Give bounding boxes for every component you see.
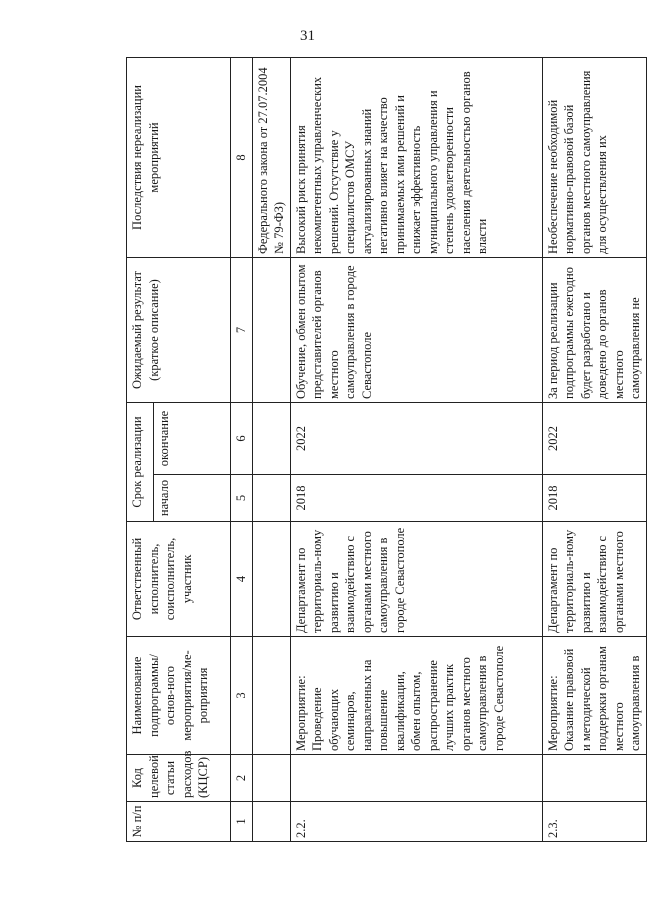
row-name: Мероприятие: Проведение обучающих семинаров, направленных на повышение квалификации, обмен опытом, распространение лучших практик органов местного самоуправления в городе Севастополе (290, 637, 542, 755)
header-code: Код целевой статьи расходов (КЦСР) (127, 755, 231, 802)
rotated-table-container (126, 58, 642, 842)
column-number: 4 (231, 522, 253, 637)
row-end: 2022 (542, 402, 646, 474)
row-result: Обучение, обмен опытом представителей органов местного самоуправления в городе Севастополе (290, 257, 542, 402)
carryover-cell (252, 637, 290, 755)
carryover-cell (252, 522, 290, 637)
carryover-cell (252, 257, 290, 402)
column-number: 5 (231, 475, 253, 522)
row-code (290, 755, 542, 802)
carryover-cell (252, 755, 290, 802)
row-executor: Департамент по территориаль-ному развитию и взаимодействию с органами местного самоуправления в городе Севастополе (290, 522, 542, 637)
column-number: 8 (231, 57, 253, 257)
header-result: Ожидаемый результат (краткое описание) (127, 257, 231, 402)
page-number: 31 (300, 28, 315, 44)
column-number: 7 (231, 257, 253, 402)
header-number: № п/п (127, 802, 231, 842)
carryover-consequences: Федерального закона от 27.07.2004 № 79-ФЗ) (252, 57, 290, 257)
column-number: 3 (231, 637, 253, 755)
table-row (542, 57, 646, 841)
header-term: Срок реализации (127, 402, 154, 521)
row-consequences: Высокий риск принятия некомпетентных управленческих решений. Отсутствие у специалистов ОМСУ актуализированных знаний негативно влияет на качество принимаемых ими решений и снижает эффективность муниципального управления и степень удовлетворенности населения деятельностью органов власти (290, 57, 542, 257)
header-start: начало (154, 475, 231, 522)
header-consequences: Последствия нереализации мероприятий (127, 57, 231, 257)
carryover-cell (252, 475, 290, 522)
row-code (542, 755, 646, 802)
header-end: окончание (154, 402, 231, 474)
program-activities-table (126, 57, 647, 842)
row-result: За период реализации подпрограммы ежегодно будет разработано и доведено до органов местного самоуправления не (542, 257, 646, 402)
row-name: Мероприятие: Оказание правовой и методической поддержки органам местного самоуправления в (542, 637, 646, 755)
row-start: 2018 (542, 475, 646, 522)
column-number: 2 (231, 755, 253, 802)
header-executor: Ответственный исполнитель, соисполнитель, участник (127, 522, 231, 637)
row-number: 2.2. (290, 802, 542, 842)
header-name: Наименование подпрограммы/основ-ного мероприятия/ме-роприятия (127, 637, 231, 755)
carryover-cell (252, 802, 290, 842)
table-row (290, 57, 542, 841)
row-consequences: Необеспечение необходимой нормативно-правовой базой органов местного самоуправления для осуществления их (542, 57, 646, 257)
column-number: 6 (231, 402, 253, 474)
column-number: 1 (231, 802, 253, 842)
row-executor: Департамент по территориаль-ному развитию и взаимодействию с органами местного (542, 522, 646, 637)
row-number: 2.3. (542, 802, 646, 842)
row-end: 2022 (290, 402, 542, 474)
row-start: 2018 (290, 475, 542, 522)
carryover-cell (252, 402, 290, 474)
